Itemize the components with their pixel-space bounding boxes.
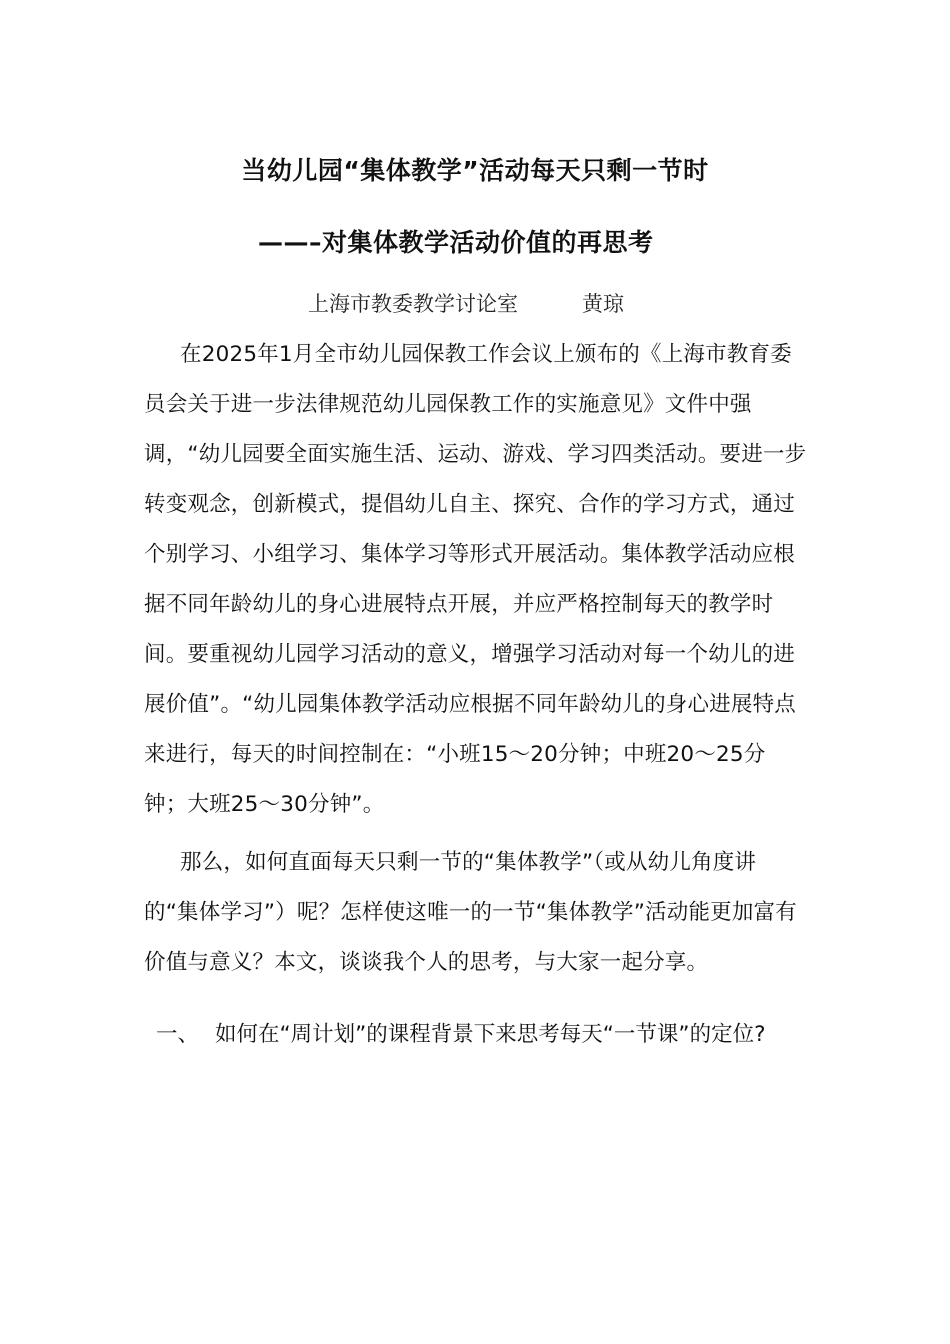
section-heading: [144, 1004, 808, 1066]
author-line: [308, 290, 624, 318]
body-paragraph: 在2025年1月全市幼儿园保教工作会议上颁布的《上海市教育委员会关于进一步法律规范幼儿园保教工作的实施意见》文件中强调，“幼儿园要全面实施生活、运动、游戏、学习四类活动。要进一步转变观念，创新模式，提倡幼儿自主、探究、合作的学习方式，通过个别学习、小组学习、集体学习等形式开展活动。集体教学活动应根据不同年龄幼儿的身心进展特点开展，并应严格控制每天的教学时间。要重视幼儿园学习活动的意义，增强学习活动对每一个幼儿的进展价值”。“幼儿园集体教学活动应根据不同年龄幼儿的身心进展特点来进行，每天的时间控制在：“小班15～20分钟；中班20～25分钟；大班25～30分钟”。: [144, 342, 807, 817]
section-heading-text: 如何在“周计划”的课程背景下来思考每天“一节课”的定位?: [215, 1022, 766, 1047]
document-subtitle: ——–对集体教学活动价值的再思考: [258, 228, 654, 257]
document-title: 当幼儿园“集体教学”活动每天只剩一节时: [241, 156, 709, 185]
section-number: 一、: [156, 1022, 200, 1047]
author-organization: 上海市教委教学讨论室: [308, 292, 518, 316]
author-name: 黄琼: [582, 292, 624, 316]
body-paragraph: 那么，如何直面每天只剩一节的“集体教学”（或从幼儿角度讲的“集体学习”）呢？怎样使这唯一的一节“集体教学”活动能更加富有价值与意义？本文，谈谈我个人的思考，与大家一起分享。: [144, 850, 797, 975]
